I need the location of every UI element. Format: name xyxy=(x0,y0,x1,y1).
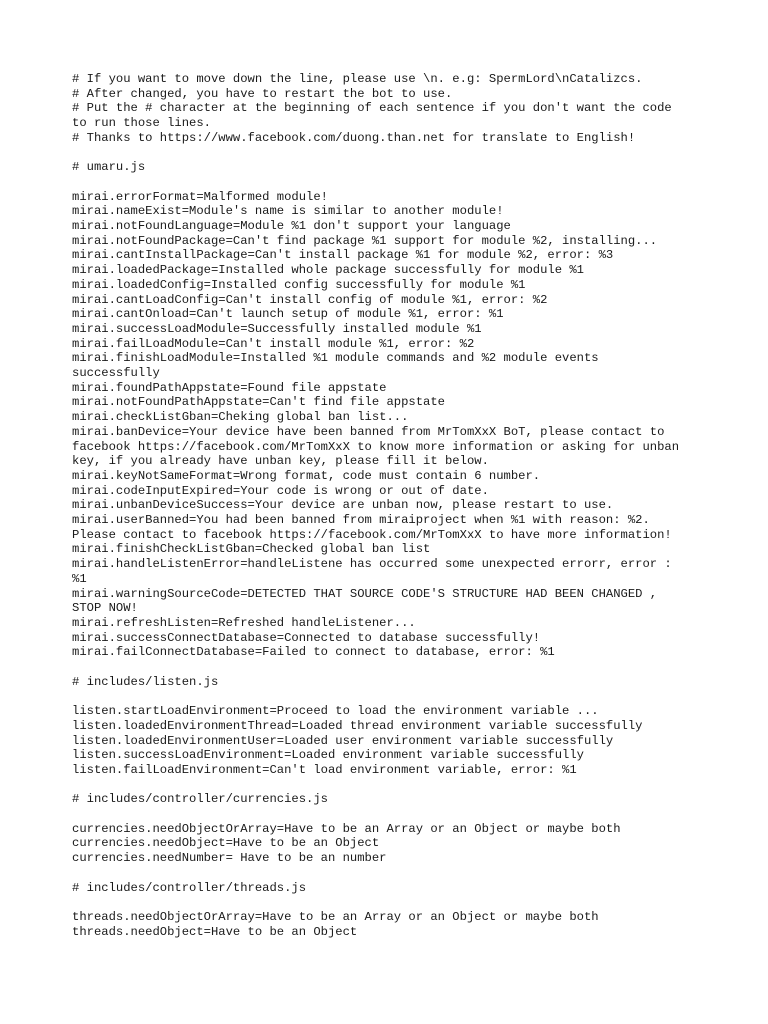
code-line: mirai.successLoadModule=Successfully installed module %1 xyxy=(72,321,482,336)
code-line: threads.needObject=Have to be an Object xyxy=(72,924,358,939)
section-threads xyxy=(72,881,702,940)
section-umaru xyxy=(72,160,702,660)
code-line: listen.startLoadEnvironment=Proceed to load the environment variable ... xyxy=(72,704,599,719)
section-heading: # includes/controller/threads.js xyxy=(72,880,307,895)
code-line: mirai.notFoundLanguage=Module %1 don't support your language xyxy=(72,219,511,233)
code-line: mirai.checkListGban=Cheking global ban list... xyxy=(72,410,409,425)
section-heading: # includes/listen.js xyxy=(72,674,219,689)
code-line: mirai.loadedConfig=Installed config successfully for module %1 xyxy=(72,277,526,292)
header-comments xyxy=(72,72,702,146)
code-line: mirai.failLoadModule=Can't install module %1, error: %2 xyxy=(72,336,475,351)
section-heading: # includes/controller/currencies.js xyxy=(72,792,328,807)
code-line: listen.loadedEnvironmentUser=Loaded user environment variable successfully xyxy=(72,733,614,748)
code-line: key, if you already have unban key, please fill it below. xyxy=(72,454,489,469)
code-line: mirai.foundPathAppstate=Found file appstate xyxy=(72,380,387,395)
code-line: mirai.banDevice=Your device have been banned from MrTomXxX BoT, please contact to xyxy=(72,424,665,439)
code-line: listen.failLoadEnvironment=Can't load environment variable, error: %1 xyxy=(72,762,577,777)
code-line: mirai.notFoundPackage=Can't find package %1 support for module %2, installing... xyxy=(72,233,658,248)
code-line: STOP NOW! xyxy=(72,601,138,616)
code-line: mirai.keyNotSameFormat=Wrong format, code must contain 6 number. xyxy=(72,468,541,483)
code-line: mirai.cantOnload=Can't launch setup of module %1, error: %1 xyxy=(72,307,504,322)
code-line: mirai.notFoundPathAppstate=Can't find file appstate xyxy=(72,395,445,410)
comment-line: # If you want to move down the line, please use \n. e.g: SpermLord\nCatalizcs. xyxy=(72,72,643,86)
code-line: mirai.userBanned=You had been banned from miraiproject when %1 with reason: %2. xyxy=(72,513,650,528)
code-line: mirai.cantInstallPackage=Can't install package %1 for module %2, error: %3 xyxy=(72,248,614,263)
code-line: mirai.codeInputExpired=Your code is wrong or out of date. xyxy=(72,483,489,498)
comment-line: to run those lines. xyxy=(72,116,211,131)
comment-line: # Thanks to https://www.facebook.com/duong.than.net for translate to English! xyxy=(72,130,636,145)
code-line: mirai.successConnectDatabase=Connected to database successfully! xyxy=(72,630,541,645)
code-line: mirai.warningSourceCode=DETECTED THAT SOURCE CODE'S STRUCTURE HAD BEEN CHANGED , xyxy=(72,586,658,601)
code-line: currencies.needObjectOrArray=Have to be an Array or an Object or maybe both xyxy=(72,821,621,836)
code-line: facebook https://facebook.com/MrTomXxX to know more information or asking for unban xyxy=(72,439,680,454)
code-line: successfully xyxy=(72,366,160,381)
code-line: mirai.cantLoadConfig=Can't install config of module %1, error: %2 xyxy=(72,292,548,307)
section-currencies xyxy=(72,792,702,866)
code-line: mirai.unbanDeviceSuccess=Your device are unban now, please restart to use. xyxy=(72,498,614,513)
section-heading: # umaru.js xyxy=(72,160,146,175)
code-line: mirai.loadedPackage=Installed whole package successfully for module %1 xyxy=(72,263,584,278)
code-line: mirai.errorFormat=Malformed module! xyxy=(72,189,328,204)
code-line: mirai.nameExist=Module's name is similar to another module! xyxy=(72,204,504,219)
code-line: threads.needObjectOrArray=Have to be an Array or an Object or maybe both xyxy=(72,909,599,924)
code-line: mirai.refreshListen=Refreshed handleListener... xyxy=(72,615,416,630)
code-line: mirai.finishCheckListGban=Checked global ban list xyxy=(72,542,431,557)
document-page xyxy=(72,72,702,939)
code-line: mirai.finishLoadModule=Installed %1 module commands and %2 module events xyxy=(72,351,599,366)
code-line: listen.loadedEnvironmentThread=Loaded thread environment variable successfully xyxy=(72,718,643,733)
code-line: currencies.needNumber= Have to be an number xyxy=(72,851,387,866)
code-line: mirai.failConnectDatabase=Failed to connect to database, error: %1 xyxy=(72,645,555,660)
section-listen xyxy=(72,675,702,778)
comment-line: # Put the # character at the beginning of each sentence if you don't want the code xyxy=(72,101,672,116)
comment-line: # After changed, you have to restart the bot to use. xyxy=(72,86,453,101)
code-line: mirai.handleListenError=handleListene has occurred some unexpected errorr, error : xyxy=(72,557,672,572)
code-line: currencies.needObject=Have to be an Object xyxy=(72,836,380,851)
code-line: listen.successLoadEnvironment=Loaded environment variable successfully xyxy=(72,748,584,763)
code-line: %1 xyxy=(72,571,87,586)
code-line: Please contact to facebook https://facebook.com/MrTomXxX to have more information! xyxy=(72,527,672,542)
